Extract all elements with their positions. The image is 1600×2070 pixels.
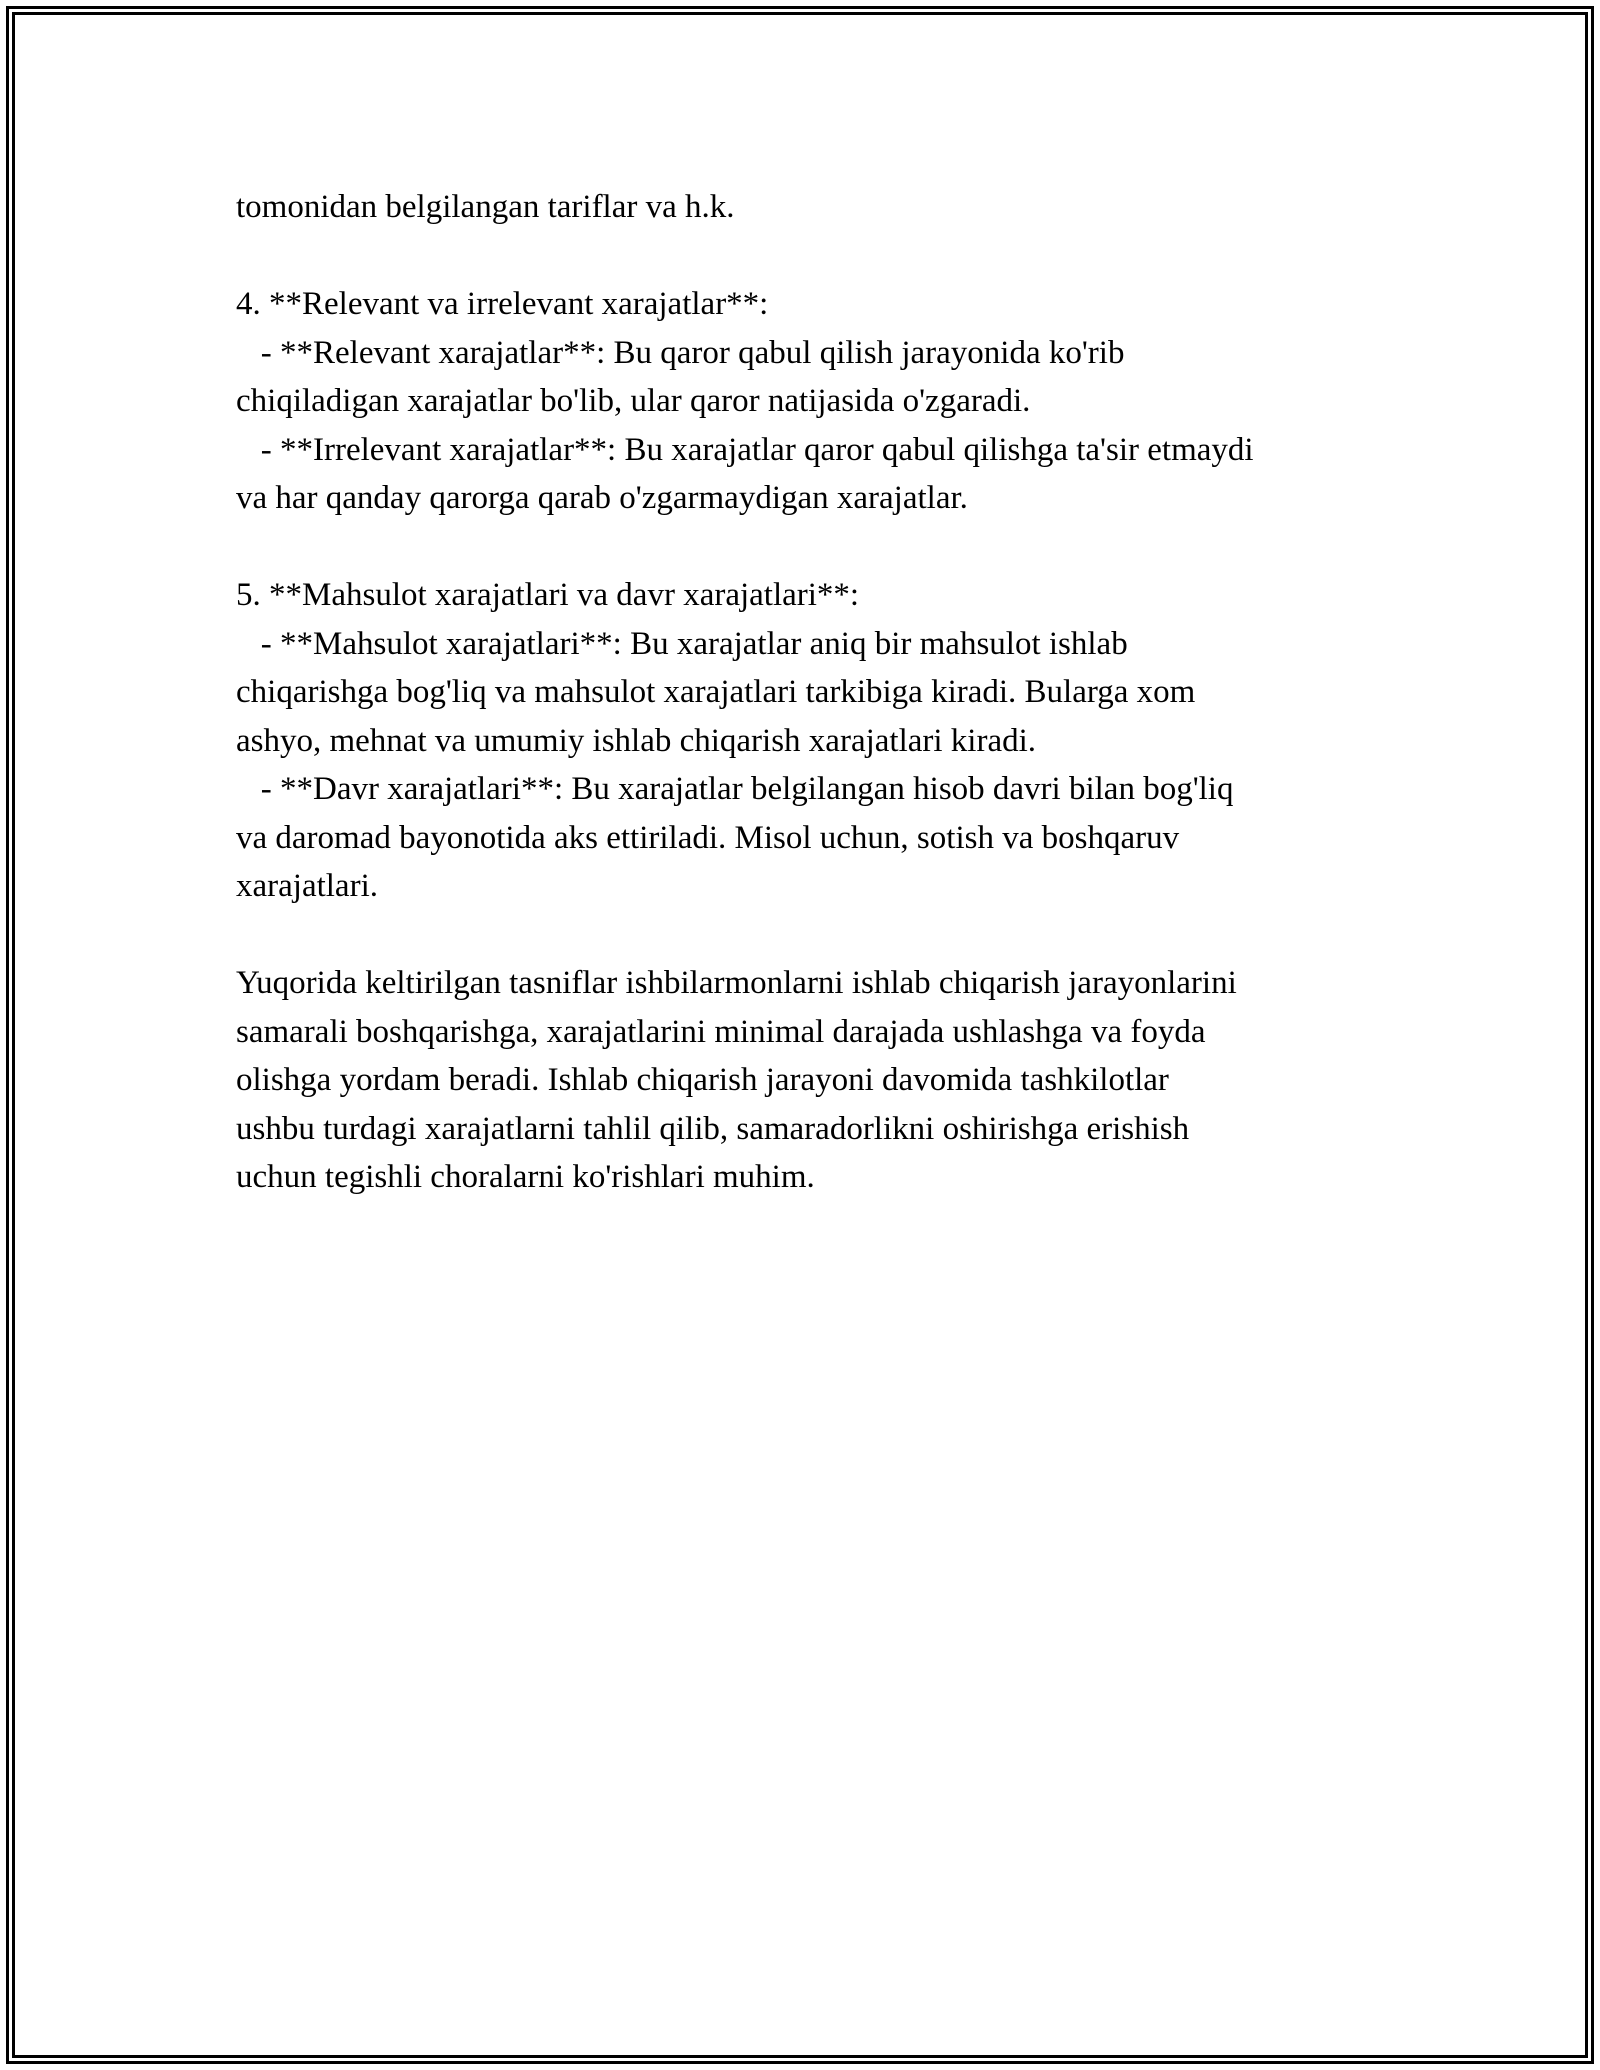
- blank-line: [236, 232, 1396, 281]
- text-line: - **Davr xarajatlari**: Bu xarajatlar belgilangan hisob davri bilan bog'liq: [236, 771, 1234, 807]
- document-body: [236, 183, 1396, 1202]
- text-line: ushbu turdagi xarajatlarni tahlil qilib, samaradorlikni oshirishga erishish: [236, 1110, 1190, 1147]
- text-line: ashyo, mehnat va umumiy ishlab chiqarish xarajatlari kiradi.: [236, 722, 1037, 759]
- blank-line: [236, 523, 1396, 572]
- text-line: samarali boshqarishga, xarajatlarini minimal darajada ushlashga va foyda: [236, 1013, 1206, 1050]
- text-line: - **Irrelevant xarajatlar**: Bu xarajatlar qaror qabul qilishga ta'sir etmaydi: [236, 431, 1254, 468]
- section-heading: 4. **Relevant va irrelevant xarajatlar**:: [236, 286, 769, 322]
- text-line: olishga yordam beradi. Ishlab chiqarish jarayoni davomida tashkilotlar: [236, 1062, 1169, 1098]
- section-heading: 5. **Mahsulot xarajatlari va davr xarajatlari**:: [236, 577, 860, 613]
- text-line: Yuqorida keltirilgan tasniflar ishbilarmonlarni ishlab chiqarish jarayonlarini: [236, 965, 1237, 1001]
- text-line: chiqarishga bog'liq va mahsulot xarajatlari tarkibiga kiradi. Bularga xom: [236, 674, 1196, 710]
- text-line: uchun tegishli choralarni ko'rishlari muhim.: [236, 1159, 815, 1195]
- text-line: va daromad bayonotida aks ettiriladi. Misol uchun, sotish va boshqaruv: [236, 819, 1180, 856]
- blank-line: [236, 911, 1396, 960]
- text-line: - **Mahsulot xarajatlari**: Bu xarajatlar aniq bir mahsulot ishlab: [236, 625, 1128, 662]
- text-line: xarajatlari.: [236, 868, 378, 904]
- text-line: - **Relevant xarajatlar**: Bu qaror qabul qilish jarayonida ko'rib: [236, 334, 1125, 371]
- text-line: tomonidan belgilangan tariflar va h.k.: [236, 189, 735, 225]
- text-line: va har qanday qarorga qarab o'zgarmaydigan xarajatlar.: [236, 480, 968, 516]
- text-line: chiqiladigan xarajatlar bo'lib, ular qaror natijasida o'zgaradi.: [236, 383, 1031, 419]
